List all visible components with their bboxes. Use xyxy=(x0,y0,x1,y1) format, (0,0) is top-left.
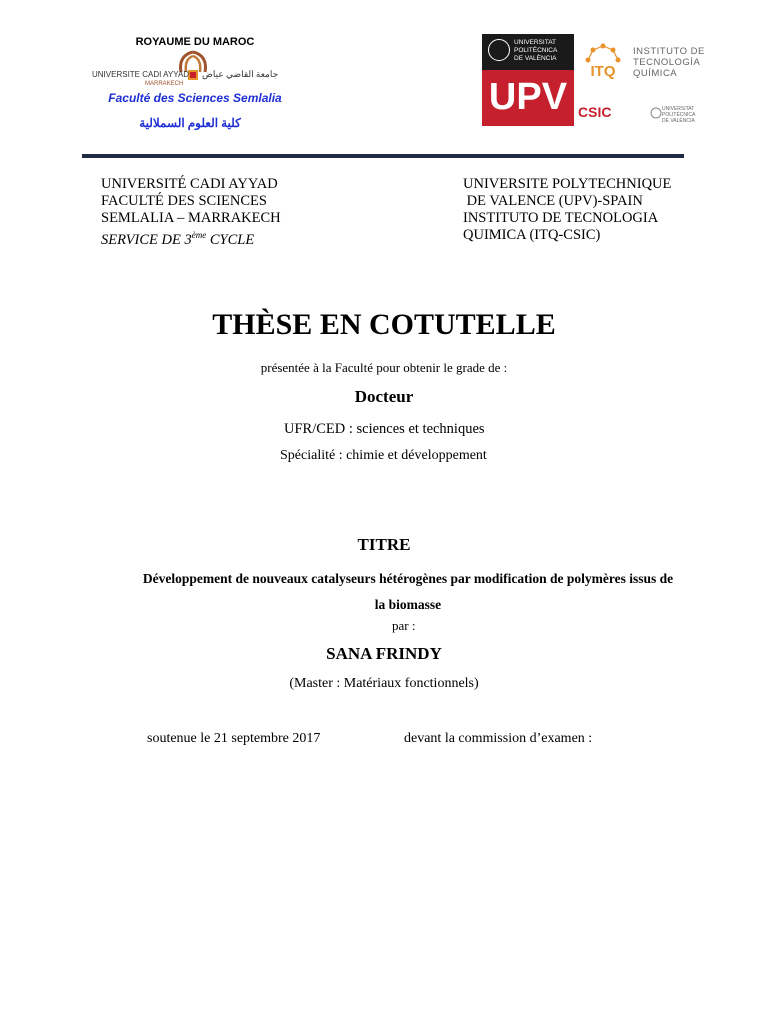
upv-small-line: POLITÈCNICA xyxy=(662,112,696,118)
upv-logo xyxy=(482,34,574,126)
itq-name-line: TECNOLOGÍA xyxy=(633,57,701,68)
upv-seal-icon xyxy=(488,39,510,61)
university-name-fr: UNIVERSITE CADI AYYAD xyxy=(92,70,190,79)
master-degree: (Master : Matériaux fonctionnels) xyxy=(289,676,479,691)
itq-name xyxy=(633,46,705,79)
itq-name-line: QUÍMICA xyxy=(633,68,678,79)
committee-label: devant la commission d’examen : xyxy=(404,731,593,746)
upv-small-line: DE VALÈNCIA xyxy=(662,118,695,124)
thesis-title-line: la biomasse xyxy=(374,597,442,612)
thesis-title-line: Développement de nouveaux catalyseurs hétérogènes par modification de polymères issus de xyxy=(142,571,674,586)
upv-name xyxy=(514,39,557,63)
document-title: THÈSE EN COTUTELLE xyxy=(212,308,556,341)
degree: Docteur xyxy=(354,387,414,406)
service-prefix: SERVICE DE 3 xyxy=(101,231,192,248)
ufr-ced: UFR/CED : sciences et techniques xyxy=(284,421,485,437)
upv-small-seal-icon xyxy=(650,106,662,120)
itq-name-line: INSTITUTO DE xyxy=(633,46,705,57)
upv-name-line: POLITÈCNICA xyxy=(514,47,558,54)
csic-logo: CSIC xyxy=(578,104,612,120)
faculty-name-fr: Faculté des Sciences Semlalia xyxy=(108,91,282,105)
service-suffix: CYCLE xyxy=(206,231,255,248)
university-name-ar: جامعة القاضي عياض xyxy=(202,69,279,79)
institution-right xyxy=(463,176,671,244)
institution-right-line: UNIVERSITE POLYTECHNIQUE xyxy=(463,176,672,192)
header-divider xyxy=(82,154,684,158)
university-city: MARRAKECH xyxy=(145,81,184,87)
country-label: ROYAUME DU MAROC xyxy=(135,36,255,48)
institution-left-line: SEMLALIA – MARRAKECH xyxy=(101,210,281,226)
institution-left-line: UNIVERSITÉ CADI AYYAD xyxy=(101,176,278,192)
upv-small-line: UNIVERSITAT xyxy=(662,106,695,112)
faculty-name-ar: كلية العلوم السملالية xyxy=(139,116,241,130)
upv-name-line: UNIVERSITAT xyxy=(514,39,557,46)
by-label: par : xyxy=(392,618,416,633)
institution-left-line: FACULTÉ DES SCIENCES xyxy=(101,193,267,209)
upv-small-name xyxy=(662,106,695,124)
upv-acronym: UPV xyxy=(488,76,568,118)
cadi-ayyad-logo-block xyxy=(90,36,300,136)
upv-name-line: DE VALÈNCIA xyxy=(514,55,557,62)
title-label: TITRE xyxy=(357,535,411,554)
institution-right-line: DE VALENCE (UPV)-SPAIN xyxy=(463,193,643,209)
itq-logo-icon xyxy=(580,40,626,86)
service-line xyxy=(101,227,281,249)
institution-right-line: INSTITUTO DE TECNOLOGIA xyxy=(463,210,659,226)
author-name: SANA FRINDY xyxy=(326,644,442,663)
presented-statement: présentée à la Faculté pour obtenir le grade de : xyxy=(260,360,508,375)
institution-right-line: QUIMICA (ITQ-CSIC) xyxy=(463,227,601,243)
thesis-title xyxy=(98,566,718,618)
defense-date: soutenue le 21 septembre 2017 xyxy=(147,731,321,746)
service-superscript: ème xyxy=(191,230,207,240)
speciality: Spécialité : chimie et développement xyxy=(280,448,487,463)
institution-left xyxy=(101,176,281,249)
itq-acronym: ITQ xyxy=(590,63,616,80)
